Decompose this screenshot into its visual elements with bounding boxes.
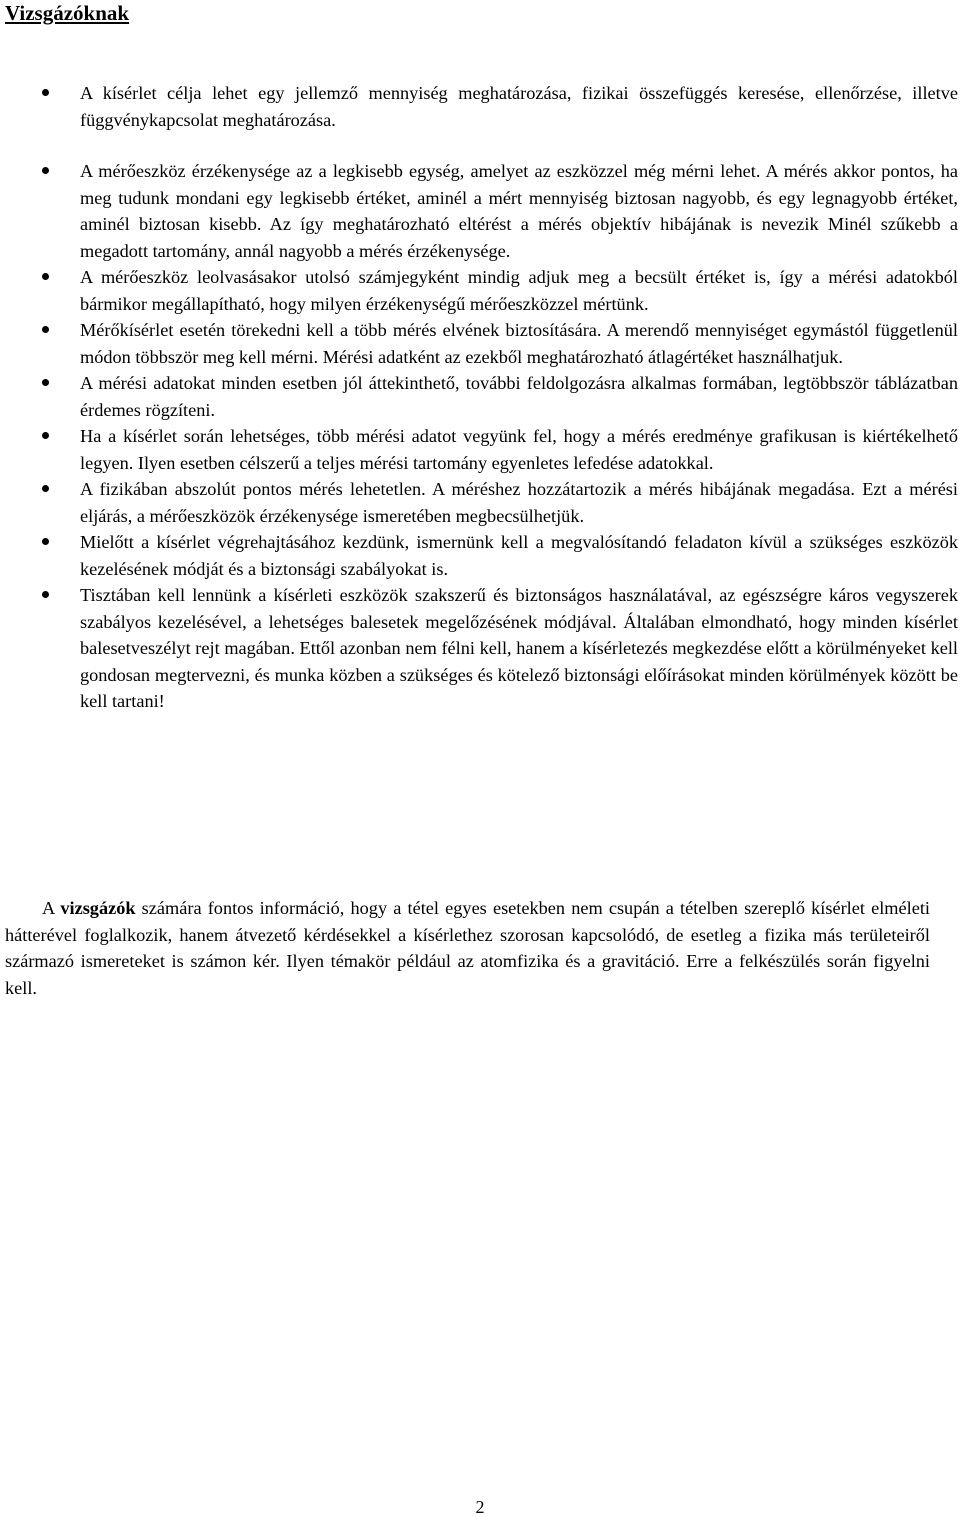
list-item-text: A mérési adatokat minden esetben jól áttekinthető, további feldolgozásra alkalmas formában, legtöbbször táblázatban érdemes rögzíteni. [80, 373, 958, 420]
bullet-icon [42, 273, 49, 280]
page-heading: Vizsgázóknak [5, 1, 130, 25]
list-item [0, 317, 958, 370]
closing-paragraph [5, 895, 930, 1001]
list-item [0, 423, 958, 476]
list-item-text: Mielőtt a kísérlet végrehajtásához kezdünk, ismernünk kell a megvalósítandó feladaton kívül a szükséges eszközök kezelésének módját és a biztonsági szabályokat is. [80, 532, 958, 579]
list-item-text: A fizikában abszolút pontos mérés lehetetlen. A méréshez hozzátartozik a mérés hibájának megadása. Ezt a mérési eljárás, a mérőeszközök érzékenysége ismeretében megbecsülhetjük. [80, 479, 958, 526]
closing-lead: A [42, 898, 61, 918]
bullet-icon [42, 432, 49, 439]
bullet-icon [42, 379, 49, 386]
bullet-icon [42, 89, 49, 96]
list-item-text: A mérőeszköz érzékenysége az a legkisebb egység, amelyet az eszközzel még mérni lehet. A mérés akkor pontos, ha meg tudunk mondani egy legkisebb értéket, aminél a mért mennyiség biztosan nagyobb, és egy legnagyobb értéket, aminél biztosan kisebb. Az így meghatározható eltérést a mérés objektív hibájának is nevezik Minél szűkebb a megadott tartomány, annál nagyobb a mérés érzékenysége. [80, 161, 958, 261]
list-item-text: Tisztában kell lennünk a kísérleti eszközök szakszerű és biztonságos használatával, az egészségre káros vegyszerek szabályos kezelésével, a lehetséges balesetek megelőzésének módjával. Általában elmondható, hogy minden kísérlet balesetveszélyt rejt magában. Ettől azonban nem félni kell, hanem a kísérletezés megkezdése előtt a körülményeket kell gondosan megtervezni, és munka közben a szükséges és kötelező biztonsági előírásokat minden körülmények között be kell tartani! [80, 585, 958, 711]
list-item-text: Mérőkísérlet esetén törekedni kell a több mérés elvének biztosítására. A merendő mennyiséget egymástól függetlenül módon többször meg kell mérni. Mérési adatként az ezekből meghatározható átlagértéket használhatjuk. [80, 320, 958, 367]
bullet-icon [42, 485, 49, 492]
closing-rest: számára fontos információ, hogy a tétel egyes esetekben nem csupán a tételben szereplő kísérlet elméleti hátterével foglalkozik, hanem átvezető kérdésekkel a kísérlethez szorosan kapcsolódó, de esetleg a fizika más területeiről származó ismereteket is számon kér. Ilyen témakör például az atomfizika és a gravitáció. Erre a felkészülés során figyelni kell. [5, 898, 930, 998]
bullet-icon [42, 591, 49, 598]
list-item-text: A mérőeszköz leolvasásakor utolsó számjegyként mindig adjuk meg a becsült értéket is, így a mérési adatokból bármikor megállapítható, hogy milyen érzékenységű mérőeszközzel mértünk. [80, 267, 958, 314]
list-item [0, 529, 958, 582]
list-item-text: A kísérlet célja lehet egy jellemző mennyiség meghatározása, fizikai összefüggés keresése, ellenőrzése, illetve függvénykapcsolat meghatározása. [80, 83, 958, 130]
list-item [0, 476, 958, 529]
list-item [0, 370, 958, 423]
bullet-icon [42, 538, 49, 545]
bullet-icon [42, 326, 49, 333]
closing-bold-word: vizsgázók [60, 898, 136, 918]
bullet-icon [42, 167, 49, 174]
list-item [0, 80, 958, 133]
list-item [0, 158, 958, 264]
bullet-list [0, 80, 958, 715]
list-item [0, 264, 958, 317]
page-number: 2 [475, 1497, 485, 1517]
list-item-text: Ha a kísérlet során lehetséges, több mérési adatot vegyünk fel, hogy a mérés eredménye grafikusan is kiértékelhető legyen. Ilyen esetben célszerű a teljes mérési tartomány egyenletes lefedése adatokkal. [80, 426, 958, 473]
list-item [0, 582, 958, 715]
